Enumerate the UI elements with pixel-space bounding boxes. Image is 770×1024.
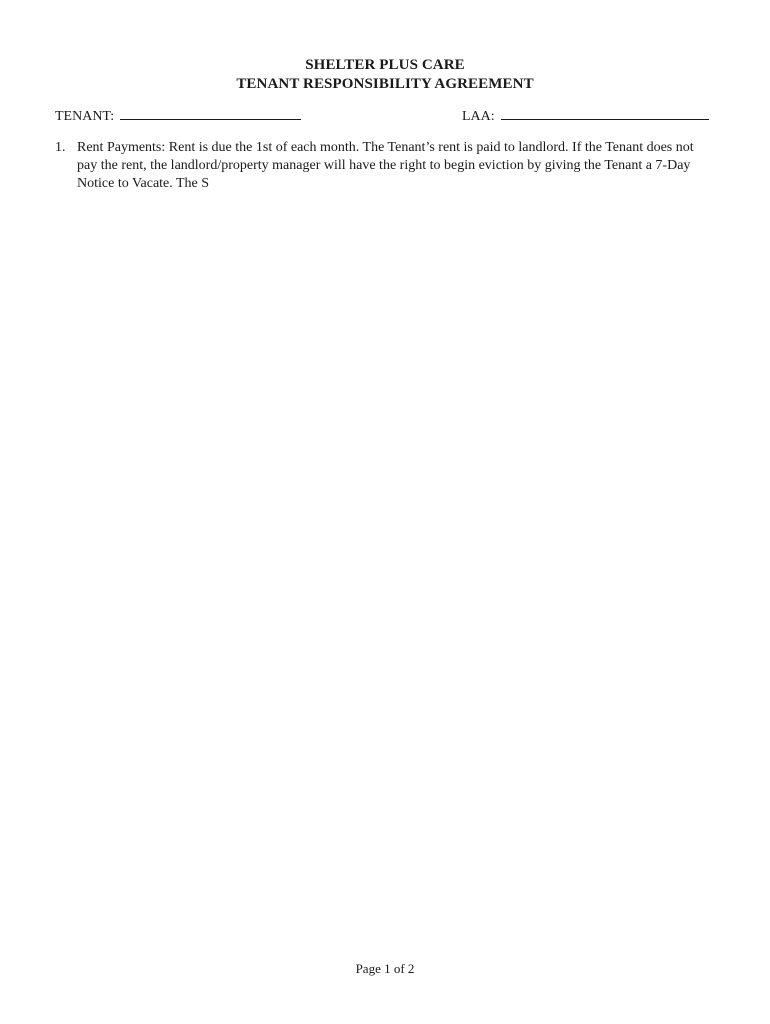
list-item [55,139,715,193]
laa-label: LAA: [462,109,495,124]
page-number: Page 1 of 2 [355,961,415,976]
tenant-field [55,106,301,126]
tenant-label: TENANT: [55,109,115,124]
list-item-line: pay the rent, the landlord/property manager will have the right to begin eviction by giving the Tenant a 7-Day [77,158,691,173]
list-item-line: Rent Payments: Rent is due the 1st of each month. The Tenant’s rent is paid to landlord. If the Tenant does not [77,140,694,155]
list-item-line: Notice to Vacate. The S [77,176,210,191]
list-item-number: 1. [55,140,66,155]
list-item-text [77,139,717,193]
tenant-blank-line[interactable] [120,106,301,120]
document-title: SHELTER PLUS CARE [305,57,465,73]
laa-field [462,106,709,126]
laa-blank-line[interactable] [501,106,709,120]
document-subtitle: TENANT RESPONSIBILITY AGREEMENT [236,76,534,92]
